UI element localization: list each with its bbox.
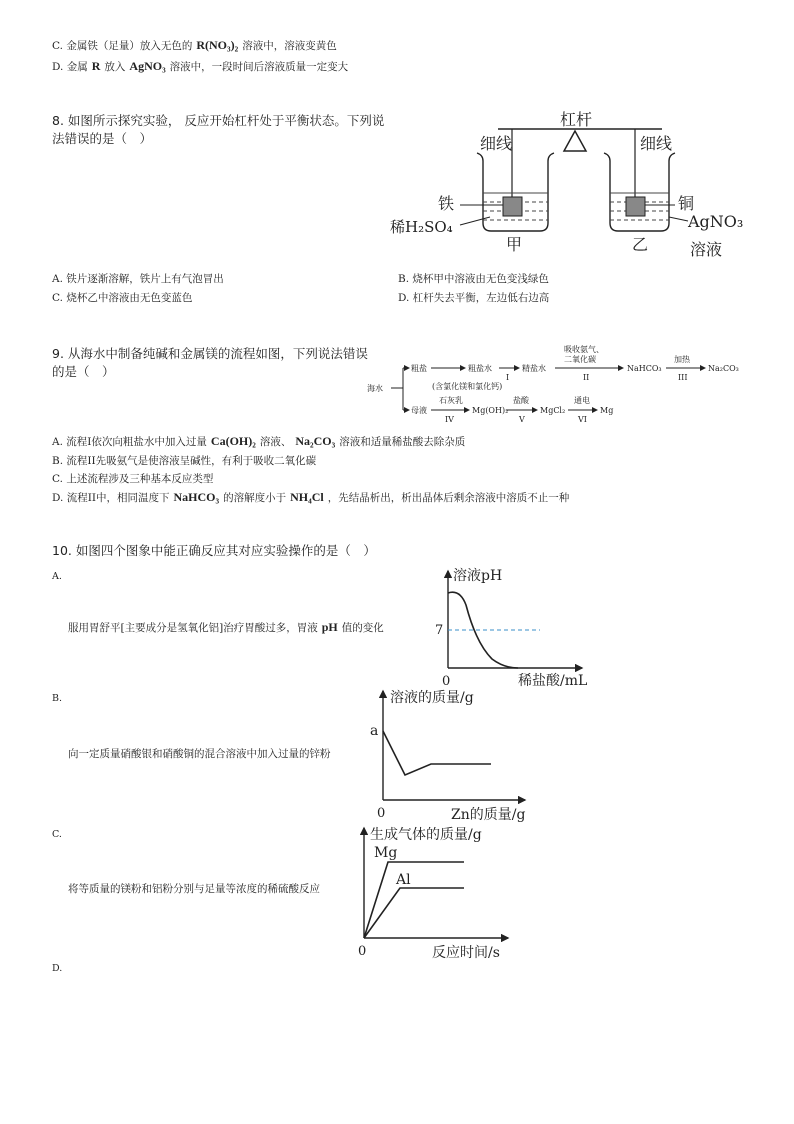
iron-label: 铁	[438, 194, 455, 213]
q9-option-b: B. 流程II先吸氨气是使溶液呈碱性，有利于吸收二氧化碳	[52, 455, 317, 467]
q10-b-desc: 向一定质量硝酸银和硝酸铜的混合溶液中加入过量的锌粉	[68, 748, 331, 760]
q10-c-al-label: Al	[396, 872, 411, 888]
flow-step1: I	[506, 373, 510, 382]
q9-stem-line2: 的是（ ）	[52, 364, 115, 379]
q9-stem	[52, 345, 368, 381]
q8-option-d: D. 杠杆失去平衡，左边低右边高	[398, 292, 550, 304]
q10-a-tick7: 7	[435, 623, 444, 638]
q9-option-d-formula1: NaHCO₃	[173, 490, 220, 504]
q7-option-c-formula: R(NO₃)₂	[196, 38, 239, 52]
beaker-a-label: 甲	[506, 235, 523, 254]
flow-heat: 加热	[674, 355, 690, 364]
q7-option-d-mid: 放入	[104, 61, 126, 73]
copper-plate	[626, 197, 645, 216]
q9-option-a	[52, 434, 465, 449]
q10-b-a-label: a	[370, 723, 379, 739]
q10-c-graph	[350, 820, 530, 960]
q7-option-d-tail: 溶液中，一段时间后溶液质量一定变大	[169, 61, 349, 73]
q9-option-d-mid: 的溶解度小于	[223, 492, 287, 504]
q7-option-d-metal: R	[91, 59, 101, 73]
flow-crude-brine: 粗盐水	[468, 364, 492, 373]
q10-a-graph	[420, 563, 600, 688]
q10-c-xlabel: 反应时间/s	[432, 945, 500, 961]
q10-c-desc: 将等质量的镁粉和铝粉分别与足量等浓度的稀硫酸反应	[68, 883, 320, 895]
q8-option-b: B. 烧杯甲中溶液由无色变浅绿色	[398, 273, 549, 285]
q10-c-mg-line	[364, 862, 464, 938]
q10-b-ylabel: 溶液的质量/g	[390, 690, 474, 706]
q10-a-desc	[68, 620, 384, 635]
q10-a-label: A.	[52, 571, 62, 582]
acid-label: 稀H₂SO₄	[390, 218, 453, 236]
copper-label: 铜	[678, 194, 695, 213]
flow-nahco3: NaHCO₃	[627, 364, 662, 373]
q10-stem: 10. 如图四个图象中能正确反应其对应实验操作的是（ ）	[52, 543, 376, 558]
q10-a-desc-tail: 值的变化	[341, 622, 384, 634]
q10-b-graph	[365, 685, 545, 825]
flow-absorb2: 二氧化碳	[564, 355, 596, 364]
thread-left-label: 细线	[480, 134, 513, 153]
flow-refined-brine: 精盐水	[522, 364, 546, 373]
q7-option-c	[52, 38, 337, 53]
q7-option-c-tail: 溶液中，溶液变黄色	[242, 40, 337, 52]
q9-flowchart	[365, 340, 755, 425]
silver-nitrate-label: AgNO₃	[688, 212, 744, 231]
flow-step4: IV	[445, 415, 454, 424]
flow-mgoh2: Mg(OH)₂	[472, 406, 509, 415]
solution-label: 溶液	[690, 240, 723, 259]
beaker-a	[477, 153, 554, 231]
q8-option-c: C. 烧杯乙中溶液由无色变蓝色	[52, 292, 193, 304]
q8-stem-line1: 8. 如图所示探究实验， 反应开始杠杆处于平衡状态。下列说	[52, 113, 385, 128]
q9-option-a-text: A. 流程I依次向粗盐水中加入过量	[52, 436, 207, 448]
q9-stem-line1: 9. 从海水中制备纯碱和金属镁的流程如图，下列说法错误	[52, 346, 368, 361]
q7-option-d-formula: AgNO₃	[129, 59, 166, 73]
q10-a-desc-text: 服用胃舒平[主要成分是氢氧化铝]治疗胃酸过多，胃液	[68, 622, 318, 634]
q9-option-c: C. 上述流程涉及三种基本反应类型	[52, 473, 214, 485]
q8-stem	[52, 112, 384, 148]
q10-c-ylabel: 生成气体的质量/g	[370, 827, 482, 843]
flow-step5: V	[519, 415, 525, 424]
q9-option-a-mid: 溶液、	[259, 436, 292, 448]
q9-option-d-formula2: NH₄Cl	[290, 490, 324, 504]
flow-na2co3: Na₂CO₃	[708, 364, 739, 373]
q9-option-a-formula1: Ca(OH)₂	[210, 434, 256, 448]
q10-b-origin: 0	[377, 806, 386, 821]
q7-option-c-text: C. 金属铁（足量）放入无色的	[52, 40, 193, 52]
q9-option-d-text: D. 流程II中，相同温度下	[52, 492, 170, 504]
q10-b-curve	[383, 731, 491, 775]
q10-c-origin: 0	[358, 944, 367, 959]
iron-plate	[503, 197, 522, 216]
flow-step3: III	[678, 373, 688, 382]
q7-option-d-text: D. 金属	[52, 61, 88, 73]
flow-absorb1: 吸收氨气、	[564, 345, 604, 354]
flow-mgcl2: MgCl₂	[540, 406, 566, 415]
flow-lime: 石灰乳	[439, 396, 463, 405]
q10-a-origin: 0	[442, 674, 451, 689]
flow-seawater: 海水	[367, 384, 383, 393]
q10-b-xlabel: Zn的质量/g	[451, 807, 526, 823]
lever-label: 杠杆	[560, 110, 593, 129]
flow-electro: 通电	[574, 396, 590, 405]
flow-step6: VI	[578, 415, 587, 424]
q10-a-xlabel: 稀盐酸/mL	[518, 673, 588, 689]
q10-c-label: C.	[52, 829, 62, 840]
thread-right-label: 细线	[640, 134, 673, 153]
flow-mg: Mg	[600, 406, 614, 415]
q9-option-d-tail: ，先结晶析出，析出晶体后剩余溶液中溶质不止一种	[327, 492, 570, 504]
q10-c-al-line	[364, 888, 464, 938]
q7-option-d	[52, 59, 348, 74]
beaker-b	[604, 153, 675, 231]
q10-c-mg-label: Mg	[374, 845, 398, 861]
q9-option-a-formula2: Na₂CO₃	[295, 434, 336, 448]
q10-a-desc-ph: pH	[321, 620, 338, 634]
flow-step2: II	[583, 373, 590, 382]
q8-stem-line2: 法错误的是（ ）	[52, 131, 153, 146]
beaker-b-label: 乙	[632, 235, 649, 254]
q10-b-label: B.	[52, 693, 63, 704]
flow-mother: 母液	[411, 406, 427, 415]
q8-lever-figure	[380, 105, 780, 265]
flow-crude-salt: 粗盐	[411, 364, 427, 373]
flow-impurity-note: (含氯化镁和氯化钙)	[432, 382, 503, 391]
q10-a-ylabel: 溶液pH	[453, 568, 503, 584]
q8-option-a: A. 铁片逐渐溶解，铁片上有气泡冒出	[52, 273, 224, 285]
lever-fulcrum	[564, 131, 586, 151]
q9-option-d	[52, 490, 569, 505]
q10-d-label: D.	[52, 963, 63, 974]
q9-option-a-tail: 溶液和适量稀盐酸去除杂质	[339, 436, 466, 448]
flow-hcl: 盐酸	[513, 396, 529, 405]
